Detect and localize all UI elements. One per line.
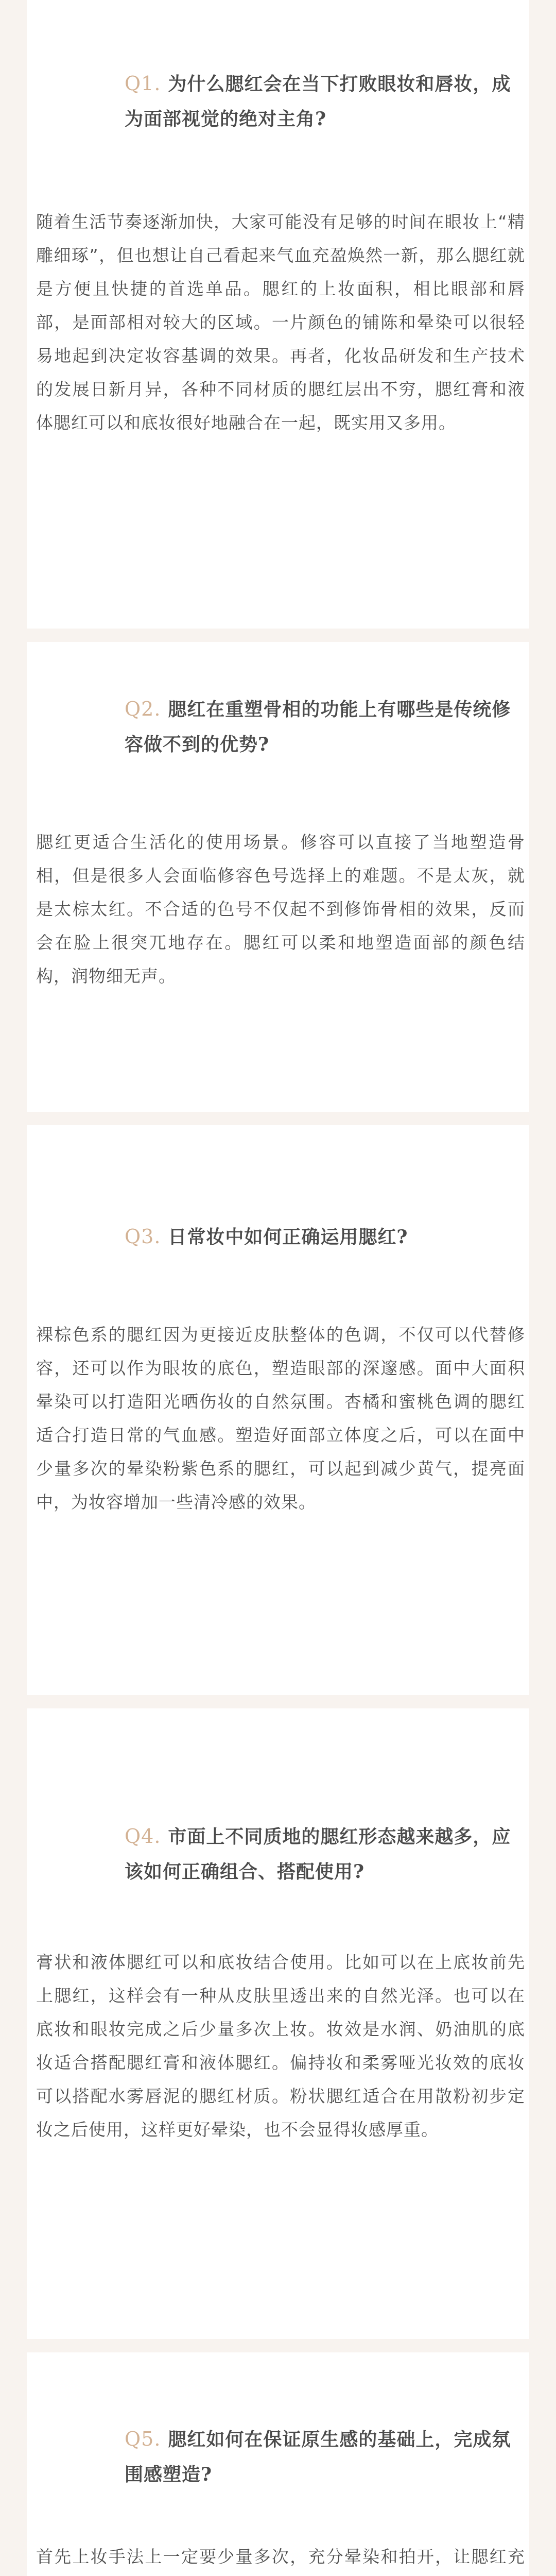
article-panel — [27, 0, 529, 2576]
section-divider-2 — [27, 1112, 529, 1125]
question-text-2: 腮红在重塑骨相的功能上有哪些是传统修容做不到的优势? — [125, 699, 511, 755]
question-text-5: 腮红如何在保证原生感的基础上，完成氛围感塑造? — [125, 2429, 511, 2485]
question-heading-5 — [125, 2421, 521, 2492]
question-number-2: Q2. — [125, 698, 161, 720]
question-number-4: Q4. — [125, 1825, 161, 1848]
section-divider-3 — [27, 1695, 529, 1708]
question-text-1: 为什么腮红会在当下打败眼妆和唇妆，成为面部视觉的绝对主角? — [125, 73, 511, 130]
section-divider-4 — [27, 2339, 529, 2352]
question-text-3: 日常妆中如何正确运用腮红? — [168, 1226, 408, 1248]
answer-paragraph-2: 腮红更适合生活化的使用场景。修容可以直接了当地塑造骨相，但是很多人会面临修容色号选择上的难题。不是太灰，就是太棕太红。不合适的色号不仅起不到修饰骨相的效果，反而会在脸上很突兀地存在。腮红可以柔和地塑造面部的颜色结构，润物细无声。 — [36, 832, 525, 986]
answer-paragraph-3: 裸棕色系的腮红因为更接近皮肤整体的色调，不仅可以代替修容，还可以作为眼妆的底色，塑造眼部的深邃感。面中大面积晕染可以打造阳光晒伤妆的自然氛围。杏橘和蜜桃色调的腮红适合打造日常的气血感。塑造好面部立体度之后，可以在面中少量多次的晕染粉紫色系的腮红，可以起到减少黄气，提亮面中，为妆容增加一些清冷感的效果。 — [36, 1325, 525, 1512]
question-heading-1 — [125, 66, 521, 137]
question-number-3: Q3. — [125, 1225, 161, 1248]
question-text-4: 市面上不同质地的腮红形态越来越多，应该如何正确组合、搭配使用? — [125, 1826, 511, 1883]
question-heading-3 — [125, 1219, 521, 1255]
question-number-5: Q5. — [125, 2428, 161, 2450]
answer-paragraph-4: 膏状和液体腮红可以和底妆结合使用。比如可以在上底妆前先上腮红，这样会有一种从皮肤里透出来的自然光泽。也可以在底妆和眼妆完成之后少量多次上妆。妆效是水润、奶油肌的底妆适合搭配腮红膏和液体腮红。偏持妆和柔雾哑光妆效的底妆可以搭配水雾唇泥的腮红材质。粉状腮红适合在用散粉初步定妆之后使用，这样更好晕染，也不会显得妆感厚重。 — [36, 1952, 525, 2140]
question-heading-4 — [125, 1819, 521, 1889]
question-heading-2 — [125, 691, 521, 762]
answer-paragraph-5: 首先上妆手法上一定要少量多次，充分晕染和拍开，让腮红充 — [36, 2547, 525, 2567]
section-divider-1 — [27, 629, 529, 642]
answer-paragraph-1: 随着生活节奏逐渐加快，大家可能没有足够的时间在眼妆上“精雕细琢”，但也想让自己看起来气血充盈焕然一新，那么腮红就是方便且快捷的首选单品。腮红的上妆面积，相比眼部和唇部，是面部相对较大的区域。一片颜色的铺陈和晕染可以很轻易地起到决定妆容基调的效果。再者，化妆品研发和生产技术的发展日新月异，各种不同材质的腮红层出不穷，腮红膏和液体腮红可以和底妆很好地融合在一起，既实用又多用。 — [36, 212, 525, 433]
question-number-1: Q1. — [125, 72, 161, 95]
